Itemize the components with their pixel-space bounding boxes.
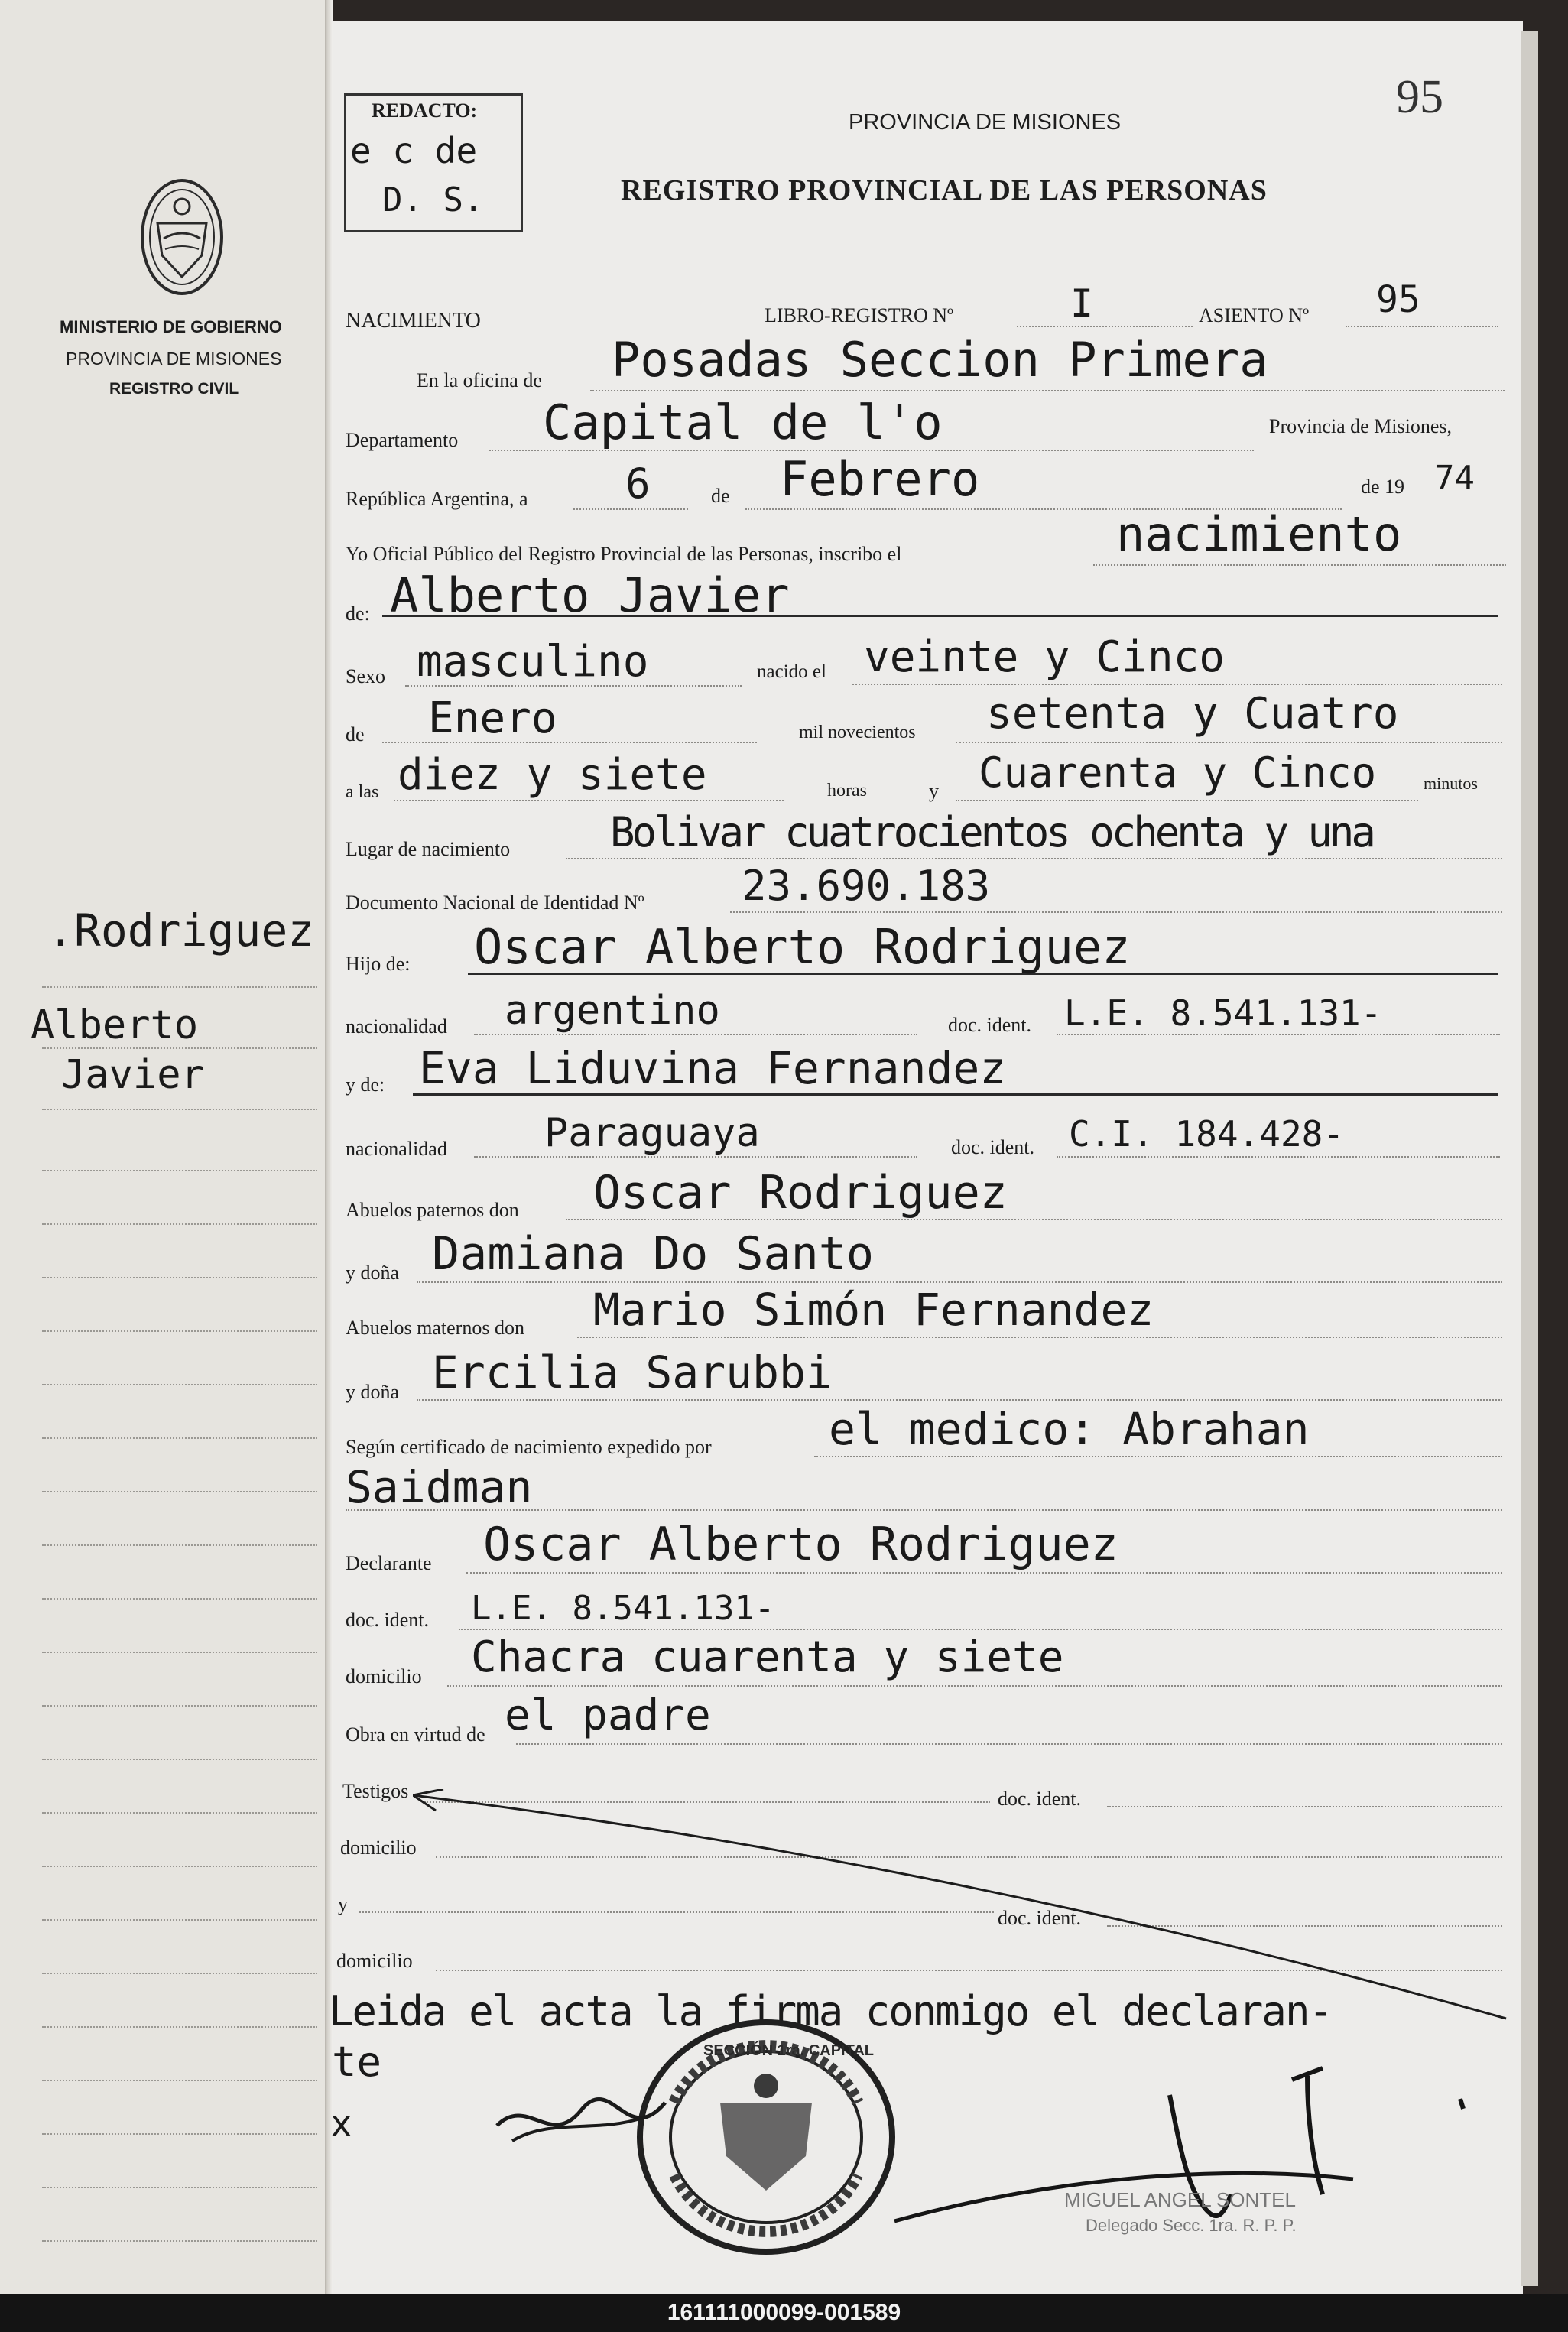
domicilio-label: domicilio xyxy=(346,1665,422,1687)
declarante-doc-value: L.E. 8.541.131- xyxy=(471,1589,775,1628)
day-value: 6 xyxy=(625,460,651,508)
asiento-label: ASIENTO Nº xyxy=(1199,304,1310,326)
year-value: 74 xyxy=(1434,459,1475,498)
margin-rule xyxy=(42,1277,317,1278)
testigo-2-domicilio-label: domicilio xyxy=(336,1950,413,1972)
margin-rule xyxy=(42,1170,317,1171)
margin-rule xyxy=(42,1330,317,1332)
act-type: NACIMIENTO xyxy=(346,309,481,333)
doc-ident-label: doc. ident. xyxy=(948,1014,1032,1036)
obra-label: Obra en virtud de xyxy=(346,1723,485,1746)
margin-rule xyxy=(42,986,317,988)
signature-title-stamp: Delegado Secc. 1ra. R. P. P. xyxy=(1086,2216,1297,2235)
horas-label: horas xyxy=(827,781,867,801)
lugar-value: Bolivar cuatrocientos ochenta y una xyxy=(610,808,1373,856)
de-label: de xyxy=(711,485,730,507)
mil-label: mil novecientos xyxy=(799,723,916,742)
y-label: y xyxy=(929,780,939,802)
hijo-label: Hijo de: xyxy=(346,953,411,975)
domicilio-value: Chacra cuarenta y siete xyxy=(471,1632,1064,1682)
mother-name-value: Eva Liduvina Fernandez xyxy=(419,1042,1007,1094)
margin-rule xyxy=(42,1759,317,1760)
certificate-issuer-value: el medico: Abrahan xyxy=(829,1403,1310,1455)
left-page-panel xyxy=(0,0,330,2294)
margin-note-surname: .Rodriguez xyxy=(47,905,315,957)
minutos-label: minutos xyxy=(1424,774,1478,793)
margin-rule xyxy=(42,1437,317,1439)
margin-rule xyxy=(42,2026,317,2028)
oficina-label: En la oficina de xyxy=(417,369,542,391)
birth-year-value: setenta y Cuatro xyxy=(986,689,1399,739)
declarante-value: Oscar Alberto Rodriguez xyxy=(483,1518,1118,1571)
provincial-emblem-icon xyxy=(128,170,235,300)
seal-caption: SECCIÓN 1ra. CAPITAL xyxy=(703,2042,874,2059)
margin-rule xyxy=(42,1384,317,1385)
doc-ident-label-2: doc. ident. xyxy=(951,1136,1035,1158)
father-name-value: Oscar Alberto Rodriguez xyxy=(474,919,1131,975)
margin-rule xyxy=(42,1223,317,1225)
de-year-label: de 19 xyxy=(1361,476,1405,498)
declarant-signature xyxy=(489,2080,673,2164)
mother-doc-value: C.I. 184.428- xyxy=(1069,1113,1345,1155)
closing-statement-line-1: Leida el acta la firma conmigo el declaran- xyxy=(329,1987,1332,2035)
dni-label: Documento Nacional de Identidad Nº xyxy=(346,892,644,914)
margin-rule xyxy=(42,1812,317,1814)
certificate-issuer-value-2: Saidman xyxy=(346,1461,533,1513)
margin-rule xyxy=(42,1598,317,1600)
horas-value: diez y siete xyxy=(398,750,707,800)
civil-registry-heading: REGISTRO CIVIL xyxy=(109,380,239,398)
mother-nationality-value: Paraguaya xyxy=(544,1110,760,1156)
margin-rule xyxy=(42,2080,317,2081)
provincia-label: Provincia de Misiones, xyxy=(1269,415,1453,437)
testigo-1-domicilio-label: domicilio xyxy=(340,1837,417,1859)
y-dona-label: y doña xyxy=(346,1262,400,1284)
nacionalidad-label-2: nacionalidad xyxy=(346,1138,447,1160)
republica-label: República Argentina, a xyxy=(346,488,528,510)
ministry-heading: MINISTERIO DE GOBIERNO xyxy=(60,317,282,336)
abuelos-paternos-label: Abuelos paternos don xyxy=(346,1199,519,1221)
libro-value: I xyxy=(1070,281,1094,326)
de-label-2: de: xyxy=(346,602,370,625)
y-de-label: y de: xyxy=(346,1073,385,1096)
nacionalidad-label: nacionalidad xyxy=(346,1015,447,1038)
minutos-value: Cuarenta y Cinco xyxy=(979,749,1377,797)
departamento-value: Capital de l'o xyxy=(543,395,943,450)
paternal-grandmother-value: Damiana Do Santo xyxy=(432,1227,874,1281)
signature-name-stamp: MIGUEL ANGEL SONTEL xyxy=(1064,2188,1296,2211)
document-reference-bar xyxy=(0,2294,1568,2332)
lugar-label: Lugar de nacimiento xyxy=(346,838,511,860)
testigos-label: Testigos xyxy=(342,1780,409,1802)
margin-rule xyxy=(42,2187,317,2188)
closing-mark: x xyxy=(330,2103,352,2145)
document-reference: 161111000099-001589 xyxy=(667,2300,901,2325)
declarante-doc-label: doc. ident. xyxy=(346,1609,430,1631)
nacido-value: veinte y Cinco xyxy=(864,632,1226,682)
y-dona-label-2: y doña xyxy=(346,1381,400,1403)
testigo-1-doc-label: doc. ident. xyxy=(998,1788,1082,1810)
margin-rule xyxy=(42,1919,317,1921)
margin-note-first-name: Alberto xyxy=(31,1002,199,1048)
margin-rule xyxy=(42,1544,317,1546)
asiento-value: 95 xyxy=(1376,278,1420,321)
binding-fold xyxy=(325,0,333,2294)
testigo-2-doc-label: doc. ident. xyxy=(998,1907,1082,1929)
testigo-2-y-label: y xyxy=(338,1893,348,1915)
abuelos-maternos-label: Abuelos maternos don xyxy=(346,1317,524,1339)
declarante-label: Declarante xyxy=(346,1552,432,1574)
dni-value: 23.690.183 xyxy=(742,862,991,910)
obra-value: el padre xyxy=(505,1691,711,1740)
redacto-label: REDACTO: xyxy=(372,99,478,122)
oficina-value: Posadas Seccion Primera xyxy=(612,332,1268,388)
page-number: 95 xyxy=(1396,71,1443,123)
inscribo-value: nacimiento xyxy=(1116,506,1402,562)
de-label-3: de xyxy=(346,723,365,745)
libro-label: LIBRO-REGISTRO Nº xyxy=(765,304,954,326)
margin-rule xyxy=(42,1491,317,1492)
child-name-value: Alberto Javier xyxy=(390,567,790,623)
page-edge xyxy=(1521,31,1538,2286)
maternal-grandmother-value: Ercilia Sarubbi xyxy=(432,1346,833,1398)
margin-rule xyxy=(42,1705,317,1707)
sexo-label: Sexo xyxy=(346,665,385,687)
redacto-handwriting-line-2: D. S. xyxy=(382,180,484,219)
maternal-grandfather-value: Mario Simón Fernandez xyxy=(593,1284,1154,1336)
margin-rule xyxy=(42,1652,317,1653)
father-nationality-value: argentino xyxy=(505,988,720,1034)
margin-rule xyxy=(42,1109,317,1110)
province-heading: PROVINCIA DE MISIONES xyxy=(66,349,282,369)
margin-note-second-name: Javier xyxy=(61,1052,205,1098)
province-title: PROVINCIA DE MISIONES xyxy=(849,110,1122,135)
margin-rule xyxy=(42,2133,317,2135)
birth-month-value: Enero xyxy=(428,693,557,743)
redacto-handwriting-line-1: e c de xyxy=(350,130,478,171)
month-value: Febrero xyxy=(780,451,980,507)
registry-title: REGISTRO PROVINCIAL DE LAS PERSONAS xyxy=(621,174,1268,206)
margin-rule xyxy=(42,2240,317,2242)
departamento-label: Departamento xyxy=(346,429,459,451)
father-doc-value: L.E. 8.541.131- xyxy=(1064,992,1382,1034)
a-las-label: a las xyxy=(346,782,379,802)
closing-statement-line-2: te xyxy=(332,2038,382,2086)
sexo-value: masculino xyxy=(417,637,649,687)
segun-label: Según certificado de nacimiento expedido por xyxy=(346,1436,712,1458)
oficial-label: Yo Oficial Público del Registro Provincial de las Personas, inscribo el xyxy=(346,543,902,565)
paternal-grandfather-value: Oscar Rodriguez xyxy=(593,1166,1008,1220)
nacido-label: nacido el xyxy=(757,661,826,682)
margin-rule xyxy=(42,1973,317,1974)
margin-rule xyxy=(42,1866,317,1867)
